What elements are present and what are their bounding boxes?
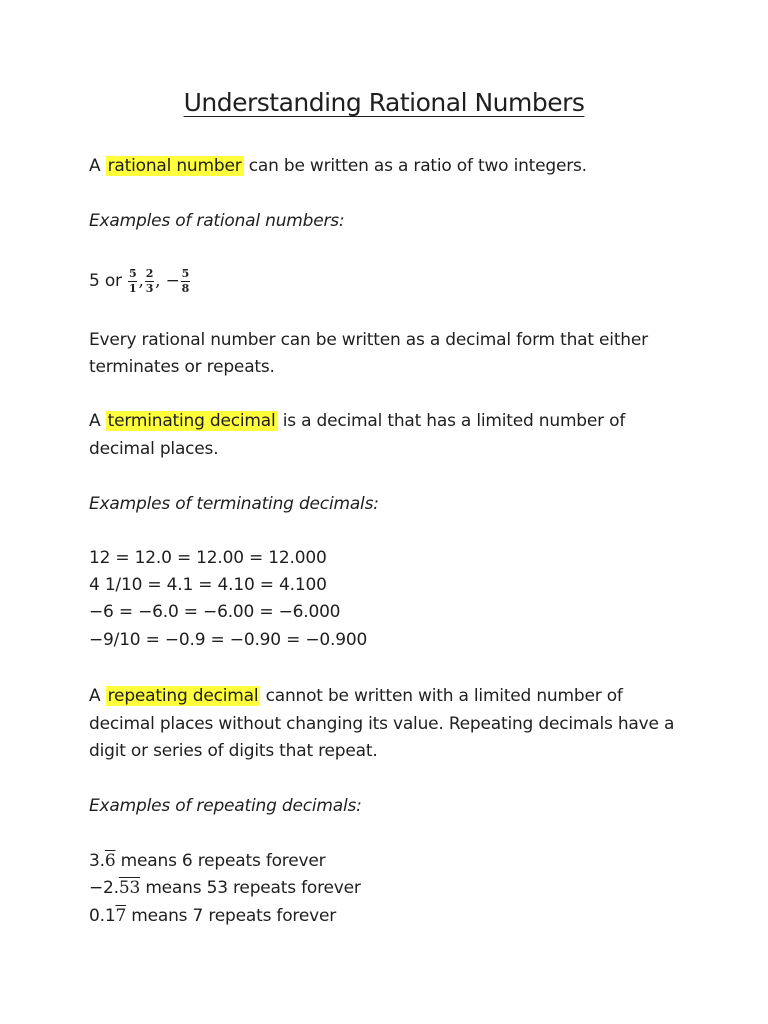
fraction-numerator: 5 bbox=[129, 266, 137, 280]
fraction-separator: , bbox=[138, 271, 144, 291]
fraction-5-1 bbox=[128, 267, 137, 296]
repeating-prefix: A bbox=[89, 686, 106, 706]
decimal-form-line-2: terminates or repeats. bbox=[89, 357, 275, 377]
repeating-explanation: means 7 repeats forever bbox=[126, 906, 336, 926]
decimal-form-line-1: Every rational number can be written as a decimal form that either bbox=[89, 330, 648, 350]
intro-paragraph bbox=[89, 153, 587, 180]
terminating-examples-heading: Examples of terminating decimals: bbox=[89, 494, 379, 514]
page-title: Understanding Rational Numbers bbox=[183, 88, 585, 117]
highlight-rational-number: rational number bbox=[107, 156, 242, 176]
fraction-denominator: 3 bbox=[145, 281, 154, 295]
repeating-digits: 6 bbox=[104, 851, 116, 871]
repeating-definition-line-3: digit or series of digits that repeat. bbox=[89, 741, 378, 761]
repeating-suffix: cannot be written with a limited number of bbox=[260, 686, 623, 706]
repeating-explanation: means 6 repeats forever bbox=[115, 851, 326, 871]
fraction-denominator: 1 bbox=[129, 281, 137, 295]
repeating-example bbox=[89, 875, 361, 902]
fraction-5-8 bbox=[181, 267, 190, 296]
rational-examples-lead: 5 or bbox=[89, 271, 128, 291]
fraction-numerator: 2 bbox=[145, 266, 154, 280]
intro-prefix: A bbox=[89, 156, 106, 176]
terminating-prefix: A bbox=[89, 411, 106, 431]
highlight-repeating-decimal: repeating decimal bbox=[107, 686, 259, 706]
repeating-base: 0.1 bbox=[89, 906, 116, 926]
terminating-suffix: is a decimal that has a limited number of bbox=[277, 411, 626, 431]
repeating-definition-line-2: decimal places without changing its value. Repeating decimals have a bbox=[89, 714, 675, 734]
terminating-example: −6 = −6.0 = −6.00 = −6.000 bbox=[89, 602, 341, 622]
repeating-example bbox=[89, 903, 336, 930]
repeating-examples-heading: Examples of repeating decimals: bbox=[89, 796, 362, 816]
fraction-numerator: 5 bbox=[181, 266, 190, 280]
repeating-digits: 53 bbox=[118, 878, 141, 898]
terminating-definition-line-1 bbox=[89, 408, 625, 435]
rational-examples-heading: Examples of rational numbers: bbox=[89, 211, 345, 231]
terminating-example: 12 = 12.0 = 12.00 = 12.000 bbox=[89, 548, 327, 568]
terminating-example: 4 1/10 = 4.1 = 4.10 = 4.100 bbox=[89, 575, 327, 595]
repeating-definition-line-1 bbox=[89, 683, 623, 710]
highlight-terminating-decimal: terminating decimal bbox=[107, 411, 276, 431]
fraction-denominator: 8 bbox=[181, 281, 190, 295]
repeating-digits: 7 bbox=[115, 906, 127, 926]
fraction-separator: , − bbox=[155, 271, 180, 291]
repeating-base: −2. bbox=[89, 878, 119, 898]
repeating-explanation: means 53 repeats forever bbox=[140, 878, 361, 898]
intro-suffix: can be written as a ratio of two integers. bbox=[243, 156, 587, 176]
repeating-example bbox=[89, 848, 325, 875]
repeating-base: 3. bbox=[89, 851, 105, 871]
rational-examples-line bbox=[89, 262, 191, 300]
terminating-example: −9/10 = −0.9 = −0.90 = −0.900 bbox=[89, 630, 368, 650]
terminating-definition-line-2: decimal places. bbox=[89, 439, 219, 459]
fraction-2-3 bbox=[145, 267, 154, 296]
